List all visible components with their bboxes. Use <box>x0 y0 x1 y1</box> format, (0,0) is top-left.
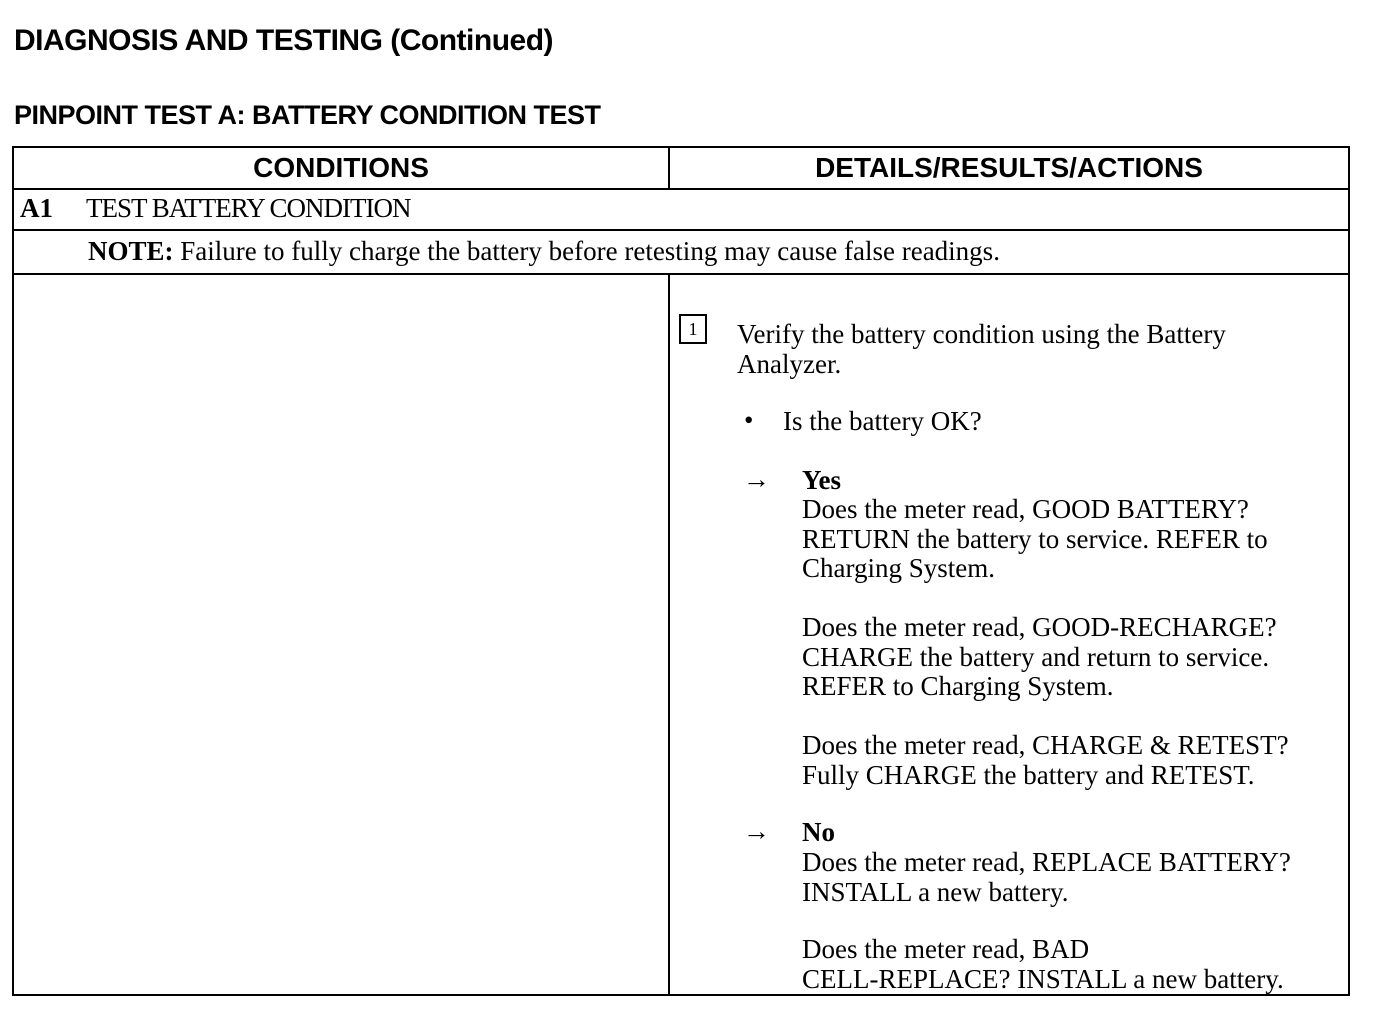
yes-result-2: Does the meter read, GOOD-RECHARGE? CHARGE the battery and return to service. REFER to Charging System. <box>802 612 1277 701</box>
procedure-question: Is the battery OK? <box>783 406 982 436</box>
no-result-2: Does the meter read, BAD CELL-REPLACE? INSTALL a new battery. <box>802 934 1284 994</box>
note-label: NOTE: <box>88 236 174 266</box>
page-title: DIAGNOSIS AND TESTING (Continued) <box>14 24 554 57</box>
details-header: DETAILS/RESULTS/ACTIONS <box>815 152 1203 183</box>
yes-result-3: Does the meter read, CHARGE & RETEST? Fully CHARGE the battery and RETEST. <box>802 730 1289 790</box>
note-text: Failure to fully charge the battery before retesting may cause false readings. <box>180 236 1000 266</box>
conditions-header: CONDITIONS <box>253 152 429 183</box>
step-number-box: 1 <box>679 314 707 344</box>
no-arrow-icon: → <box>743 816 770 846</box>
yes-result-1: Does the meter read, GOOD BATTERY? RETURN the battery to service. REFER to Charging System. <box>802 494 1268 583</box>
procedure-instruction: Verify the battery condition using the Battery Analyzer. <box>737 319 1226 379</box>
bullet-icon: • <box>744 405 754 435</box>
step-title: TEST BATTERY CONDITION <box>86 193 411 223</box>
note-rule <box>14 273 1348 275</box>
column-divider <box>668 273 670 994</box>
pinpoint-test-title: PINPOINT TEST A: BATTERY CONDITION TEST <box>14 100 601 130</box>
note-row <box>88 236 1000 267</box>
no-result-1: Does the meter read, REPLACE BATTERY? INSTALL a new battery. <box>802 847 1291 907</box>
yes-arrow-icon: → <box>743 464 770 494</box>
header-rule <box>14 188 1348 190</box>
step-id: A1 <box>20 193 53 223</box>
step-rule <box>14 229 1348 231</box>
pinpoint-test-table <box>12 146 1350 996</box>
yes-label: Yes <box>802 465 841 495</box>
no-label: No <box>802 817 835 847</box>
